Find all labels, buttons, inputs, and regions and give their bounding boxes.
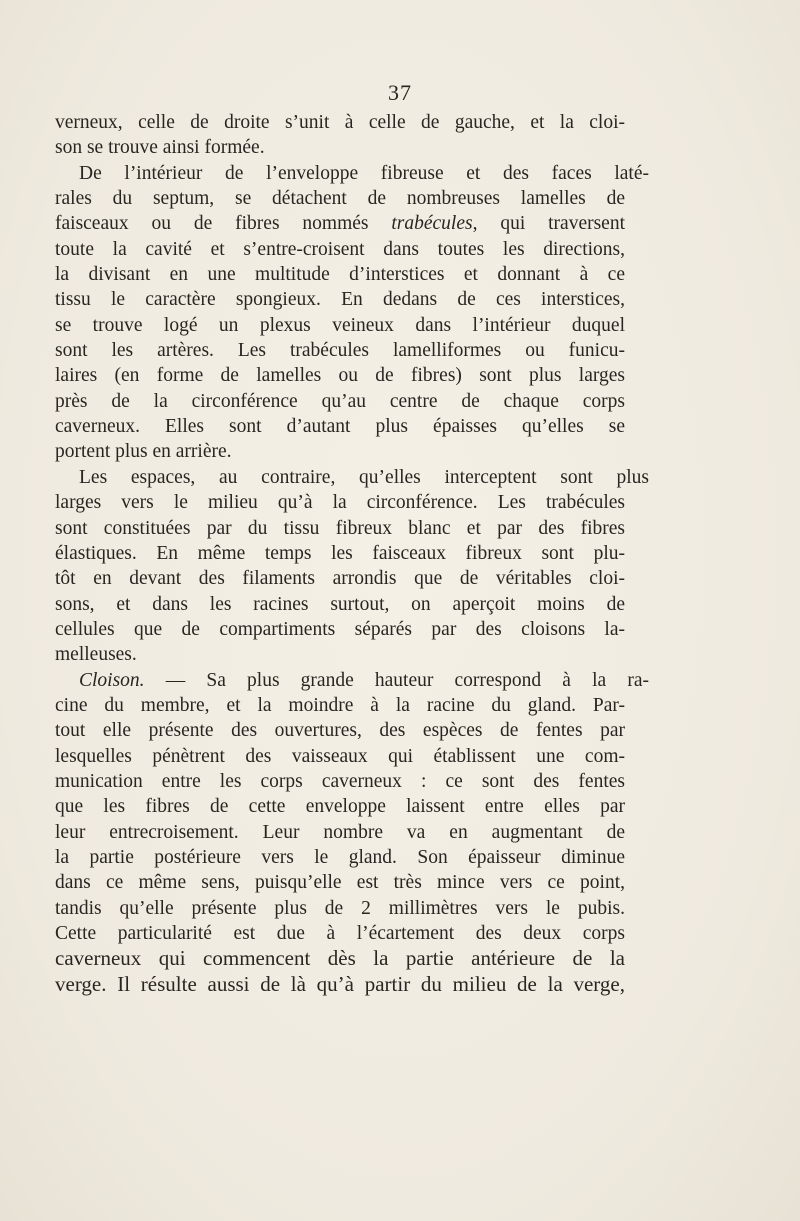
text-line [55, 668, 649, 693]
text-line-content: près de la circonférence qu’au centre de chaque corps [55, 390, 625, 412]
text-line [55, 541, 625, 566]
text-line [55, 870, 625, 895]
text-line-content: Cette particularité est due à l’écartement des deux corps [55, 923, 625, 944]
text-line-content: sont les artères. Les trabécules lamelliformes ou funicu- [55, 340, 625, 362]
text-line-content: tout elle présente des ouvertures, des espèces de fentes par [55, 720, 625, 742]
text-line-content: élastiques. En même temps les faisceaux fibreux sont plu- [55, 542, 625, 564]
text-line [55, 972, 625, 997]
text-line [55, 820, 625, 845]
text-line [55, 516, 625, 541]
text-line-content: cellules que de compartiments séparés par des cloisons la- [55, 618, 625, 640]
text-line [55, 921, 625, 946]
page-number: 37 [388, 80, 412, 105]
text-line [55, 845, 625, 870]
text-line [55, 642, 625, 667]
italic-term: Cloison. [79, 669, 145, 691]
italic-term: trabécules [391, 213, 473, 235]
text-line [55, 287, 625, 312]
text-line [55, 161, 649, 186]
text-line-content: se trouve logé un plexus veineux dans l’intérieur duquel [55, 314, 625, 336]
text-line-content: Les espaces, au contraire, qu’elles interceptent sont plus [79, 466, 649, 488]
text-line [55, 414, 625, 439]
text-line [55, 211, 625, 236]
text-line [55, 237, 625, 262]
text-line [55, 363, 625, 388]
text-line-content: toute la cavité et s’entre-croisent dans toutes les directions, [55, 238, 625, 260]
text-line [55, 439, 625, 464]
text-line-content: munication entre les corps caverneux : ce sont des fentes [55, 770, 625, 792]
text-line-content: cine du membre, et la moindre à la racine du gland. Par- [55, 694, 625, 716]
text-line [55, 718, 625, 743]
text-line [55, 490, 625, 515]
text-line [55, 592, 625, 617]
text-line-content: larges vers le milieu qu’à la circonférence. Les trabécules [55, 492, 625, 514]
text-line [55, 338, 625, 363]
text-line [55, 389, 625, 414]
text-line [55, 794, 625, 819]
text-line [55, 262, 625, 287]
text-line-content: la divisant en une multitude d’interstices et donnant à ce [55, 264, 625, 286]
text-line-content: leur entrecroisement. Leur nombre va en augmentant de [55, 821, 625, 843]
text-line-content: verge. Il résulte aussi de là qu’à partir du milieu de la verge, [55, 971, 625, 996]
text-line [55, 186, 625, 211]
text-line [55, 566, 625, 591]
text-line-content: dans ce même sens, puisqu’elle est très mince vers ce point, [55, 872, 625, 894]
text-line-content: lesquelles pénètrent des vaisseaux qui établissent une com- [55, 745, 625, 767]
text-line [55, 110, 625, 135]
text-line [55, 693, 625, 718]
text-line [55, 465, 649, 490]
text-line-content: tissu le caractère spongieux. En dedans de ces interstices, [55, 289, 625, 311]
text-line-content: tôt en devant des filaments arrondis que de véritables cloi- [55, 568, 625, 590]
text-line-content: sont constituées par du tissu fibreux blanc et par des fibres [55, 517, 625, 539]
text-line [55, 896, 625, 921]
text-line-content: laires (en forme de lamelles ou de fibres) sont plus larges [55, 365, 625, 387]
text-line-content: melleuses. [55, 644, 137, 666]
text-line-content: faisceaux ou de fibres nommés [55, 213, 392, 235]
text-line-content: De l’intérieur de l’enveloppe fibreuse et des faces laté- [79, 162, 649, 184]
text-line-content: tandis qu’elle présente plus de 2 millimètres vers le pubis. [55, 897, 625, 919]
text-line-continuation: — Sa plus grande hauteur correspond à la ra- [144, 669, 649, 691]
text-line-continuation: , qui traversent [472, 213, 625, 235]
text-line [55, 313, 625, 338]
text-line-content: son se trouve ainsi formée. [55, 137, 265, 159]
text-line-content: que les fibres de cette enveloppe laissent entre elles par [55, 796, 625, 818]
text-line [55, 946, 625, 971]
text-line-content: la partie postérieure vers le gland. Son épaisseur diminue [55, 846, 625, 868]
text-line [55, 617, 625, 642]
text-line [55, 744, 625, 769]
text-line-content: sons, et dans les racines surtout, on aperçoit moins de [55, 593, 625, 615]
text-line [55, 769, 625, 794]
text-line-content: verneux, celle de droite s’unit à celle de gauche, et la cloi- [55, 112, 625, 133]
text-line-content: caverneux. Elles sont d’autant plus épaisses qu’elles se [55, 416, 625, 438]
text-line-content: rales du septum, se détachent de nombreuses lamelles de [55, 188, 625, 210]
text-line-content: caverneux qui commencent dès la partie antérieure de la [55, 946, 625, 971]
text-line [55, 135, 625, 160]
text-line-content: portent plus en arrière. [55, 441, 232, 463]
body-text [55, 110, 649, 997]
